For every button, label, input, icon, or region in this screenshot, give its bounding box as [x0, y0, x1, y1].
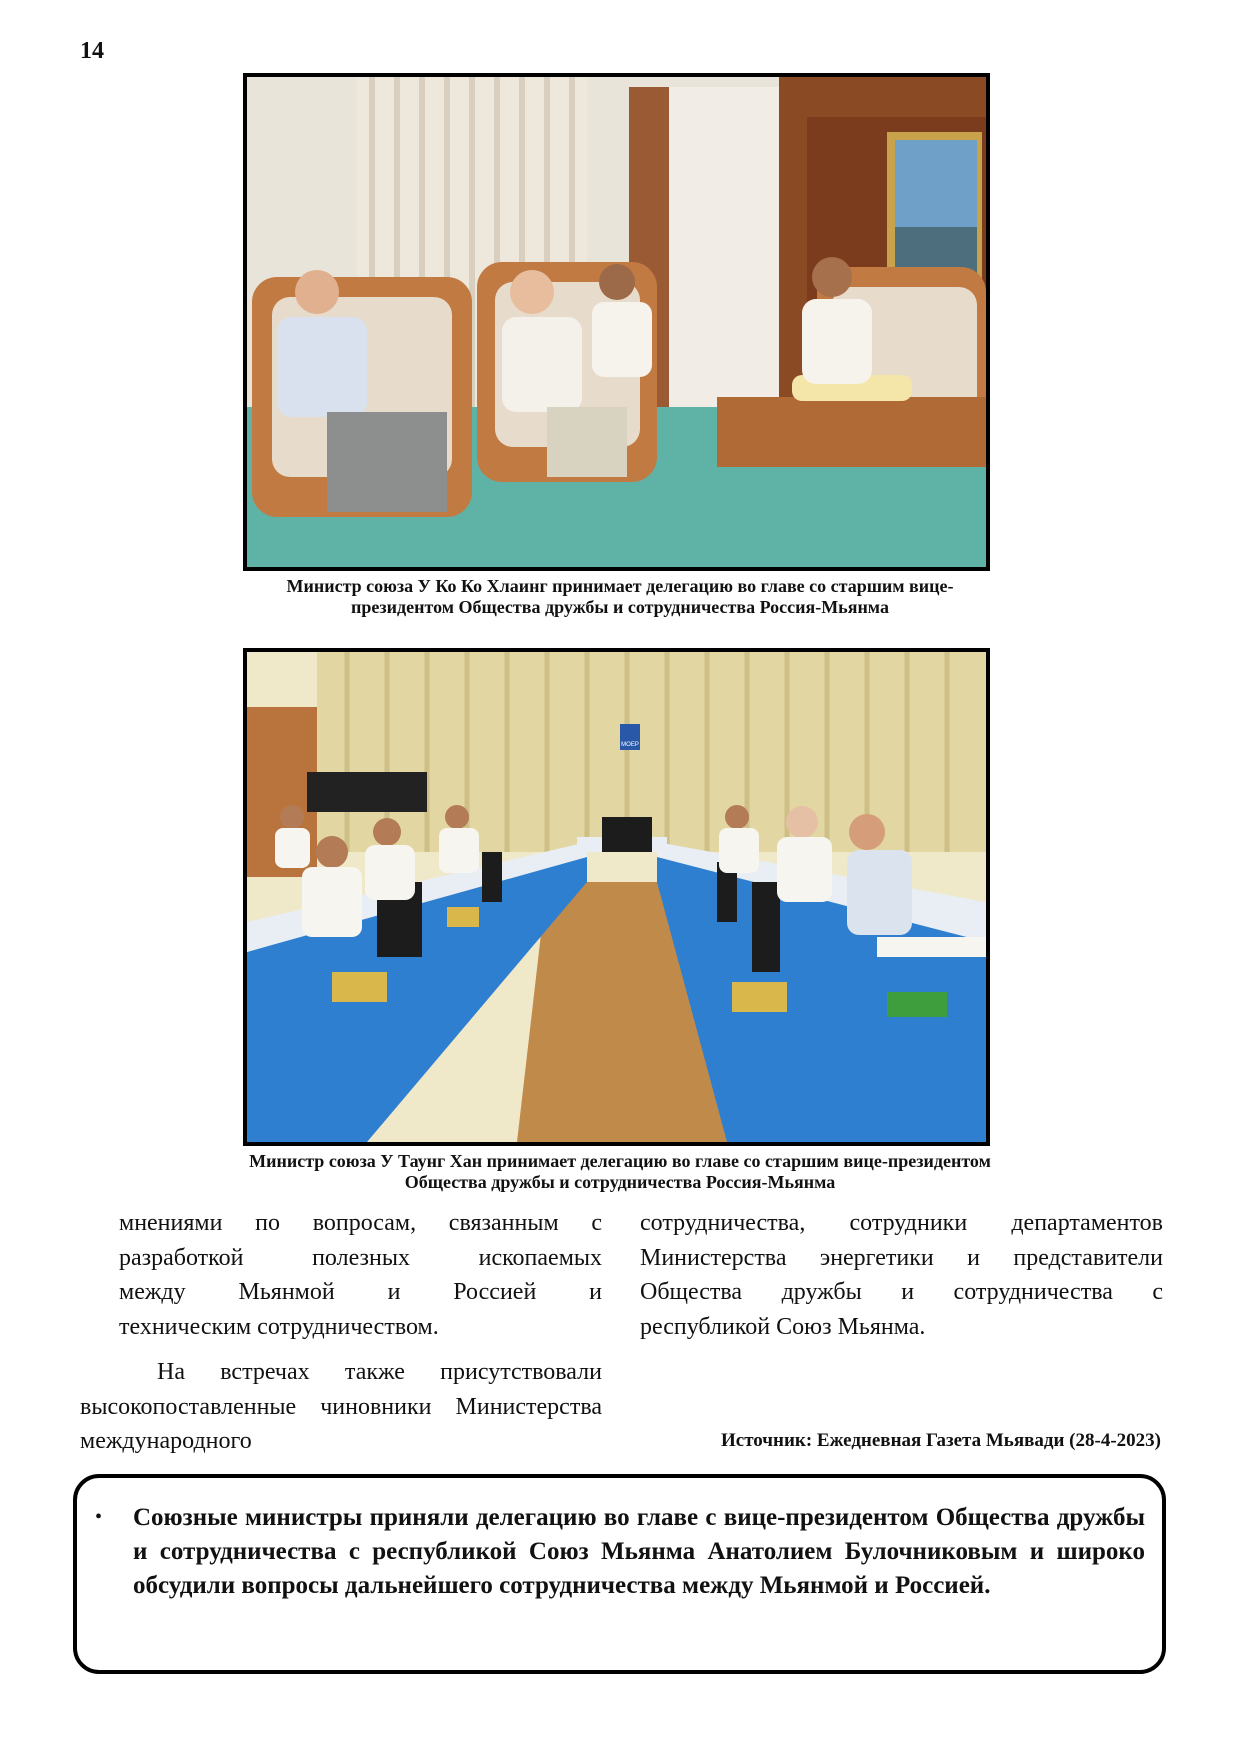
- meeting-photo-2: [243, 648, 990, 1146]
- caption-line: президентом Общества дружбы и сотрудничества Россия-Мьянма: [351, 597, 889, 617]
- text-line: разработкой полезных ископаемых: [119, 1244, 602, 1271]
- text-line: техническим сотрудничеством.: [119, 1313, 439, 1340]
- page-number: 14: [80, 38, 104, 64]
- caption-line: Общества дружбы и сотрудничества Россия-Мьянма: [404, 1172, 836, 1192]
- paragraph: На встречах также присутствовали высокопоставленные чиновники Министерства международного: [80, 1359, 602, 1454]
- summary-text: Союзные министры приняли делегацию во главе с вице-президентом Общества дружбы и сотрудничества с республикой Союз Мьянма Анатолием Булочниковым и широко обсудили вопросы дальнейшего сотрудничества между Мьянмой и Россией.: [133, 1504, 1145, 1599]
- meeting-photo-1: [243, 73, 990, 571]
- bullet-icon: •: [95, 1506, 103, 1528]
- text-line: Общества дружбы и сотрудничества с: [640, 1279, 1163, 1305]
- text-line: республикой Союз Мьянма.: [640, 1313, 926, 1340]
- photo-caption-2: [160, 1151, 1080, 1193]
- caption-line: Министр союза У Таунг Хан принимает делегацию во главе со старшим вице-президентом: [249, 1151, 991, 1171]
- text-line: мнениями по вопросам, связанным с: [119, 1210, 602, 1236]
- photo-caption-1: [160, 576, 1080, 618]
- text-line: между Мьянмой и Россией и: [119, 1279, 602, 1305]
- text-line: Министерства энергетики и представители: [640, 1244, 1163, 1271]
- text-line: сотрудничества, сотрудники департаментов: [640, 1210, 1163, 1236]
- caption-line: Министр союза У Ко Ко Хлаинг принимает делегацию во главе со старшим вице-: [286, 576, 954, 596]
- article-column-left: [80, 1206, 602, 1459]
- summary-box: [73, 1474, 1166, 1674]
- article-column-right: [640, 1206, 1163, 1344]
- source-credit: Источник: Ежедневная Газета Мьявади (28-4-2023): [721, 1430, 1161, 1451]
- ministry-logo-text: МОЕР: [621, 742, 639, 748]
